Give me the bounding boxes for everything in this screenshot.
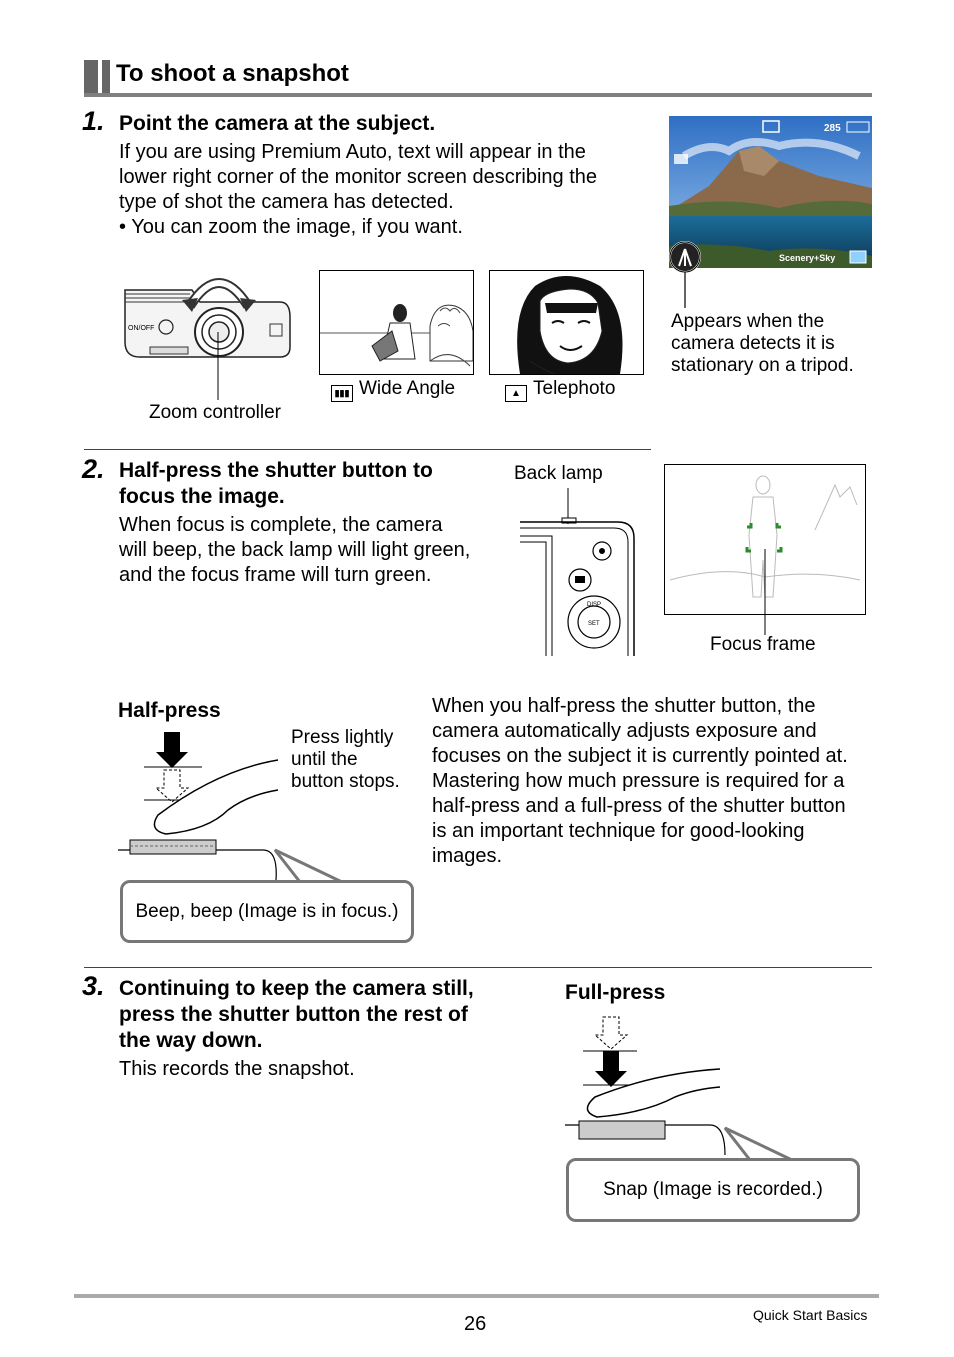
set-label: SET: [588, 621, 600, 627]
footer-section: Quick Start Basics: [753, 1307, 868, 1323]
full-press-title: Full-press: [565, 981, 666, 1004]
wide-angle-caption: ▮▮▮ Wide Angle: [331, 378, 455, 402]
tripod-caption: Appears when the camera detects it is stationary on a tripod.: [671, 311, 854, 376]
step-body: When focus is complete, the camera will beep, the back lamp will light green, and the focus frame will turn green.: [119, 514, 471, 586]
telephoto-image: [489, 270, 644, 375]
step-divider: [84, 967, 872, 968]
step-body: This records the snapshot.: [119, 1058, 355, 1080]
page-number: 26: [464, 1313, 487, 1335]
focus-frame-screen: [664, 464, 866, 615]
wide-angle-image: [319, 270, 474, 375]
focus-beep-bubble: Beep, beep (Image is in focus.): [120, 880, 414, 943]
step-number: 3.: [82, 971, 105, 1001]
step-number: 2.: [82, 454, 105, 484]
zoom-controller-label: Zoom controller: [149, 402, 281, 423]
focus-frame-label: Focus frame: [710, 634, 816, 655]
step-heading: Continuing to keep the camera still, press the shutter button the rest of the way down.: [119, 977, 474, 1052]
header-bar: [102, 60, 110, 96]
half-press-note: Press lightly until the button stops.: [291, 727, 400, 792]
header-underline: [84, 93, 872, 97]
footer-rule: [74, 1294, 879, 1298]
bullet-item: • You can zoom the image, if you want.: [119, 216, 463, 238]
back-lamp-label: Back lamp: [514, 463, 603, 484]
camera-back-illustration: [518, 488, 638, 656]
wide-angle-icon: ▮▮▮: [331, 385, 353, 402]
scene-label: Scenery+Sky: [779, 253, 836, 263]
telephoto-icon: ▲: [505, 385, 527, 402]
step-heading: Half-press the shutter button to focus the image.: [119, 459, 433, 508]
disp-label: DISP: [587, 602, 602, 608]
step-heading: Point the camera at the subject.: [119, 112, 436, 135]
section-title: To shoot a snapshot: [116, 60, 349, 87]
half-press-explanation: When you half-press the shutter button, the camera automatically adjusts exposure and focuses on the subject it is currently pointed at. Mastering how much pressure is required for a half-press and a full-press of the shutter button is an important technique for good-looking images.: [432, 695, 848, 867]
half-press-title: Half-press: [118, 699, 221, 722]
shot-count: 285: [824, 123, 841, 134]
tripod-icon: [669, 240, 709, 310]
power-label: ON/OFF: [128, 325, 155, 332]
step-number: 1.: [82, 106, 105, 136]
snap-bubble: Snap (Image is recorded.): [566, 1158, 860, 1222]
telephoto-caption: ▲ Telephoto: [505, 378, 615, 402]
step-divider: [84, 449, 651, 450]
header-bar: [84, 60, 98, 96]
step-body: If you are using Premium Auto, text will appear in the lower right corner of the monitor screen describing the type of shot the camera has detected. • You can zoom the image, if you want.: [119, 141, 598, 238]
camera-top-illustration: [120, 272, 295, 402]
